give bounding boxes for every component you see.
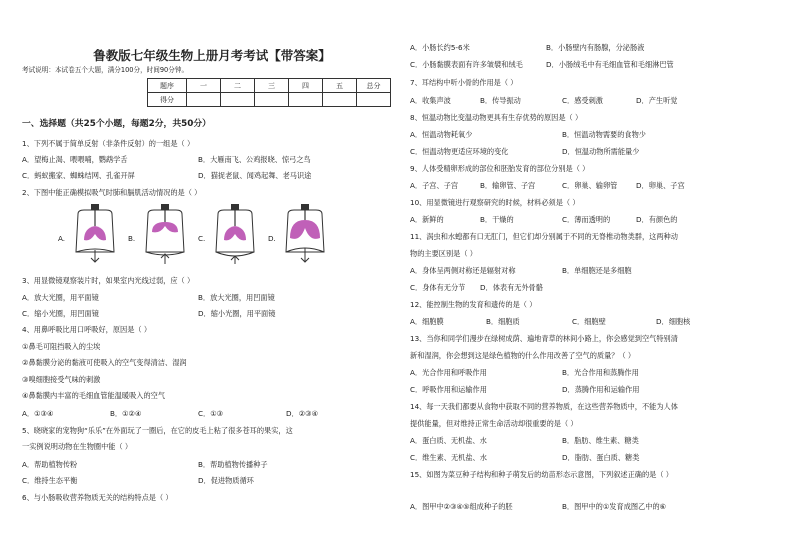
diagram-label-b: B.	[128, 234, 136, 243]
question-5-cont: 一实例说明动物在生物圈中能（ ）	[22, 442, 133, 451]
score-table-header-row	[148, 79, 391, 93]
question-8: 8、恒温动物比变温动物更具有生存优势的原因是（ ）	[410, 113, 583, 122]
statement-4-4: ④鼻黏膜内丰富的毛细血管能温暖吸入的空气	[22, 391, 166, 400]
question-3: 3、用显微镜观察装片时，如果室内光线过弱，应（ ）	[22, 276, 195, 285]
option-1c: C．蚂蚁搬家、蜘蛛结网、孔雀开屏	[22, 171, 135, 180]
option-8b: B．恒温动物需要的食物少	[562, 130, 646, 139]
option-4d: D．②③④	[286, 409, 319, 418]
score-cell	[187, 93, 221, 107]
option-14a: A．蛋白质、无机盐、水	[410, 436, 487, 445]
score-cell	[357, 93, 391, 107]
option-13a: A．光合作用和呼吸作用	[410, 368, 487, 377]
option-7b: B．传导振动	[480, 96, 521, 105]
option-4a: A．①③④	[22, 409, 54, 418]
option-1a: A．望梅止渴、喂喂哺，鹦鹉学舌	[22, 155, 128, 164]
option-5c: C．维持生态平衡	[22, 476, 78, 485]
option-9c: C．卵巢、输卵管	[562, 181, 618, 190]
score-cell: 五	[323, 79, 357, 93]
option-3b: B．放大光圈，用凹面镜	[198, 293, 275, 302]
score-cell: 三	[255, 79, 289, 93]
option-11a: A．身体呈两侧对称还是辐射对称	[410, 266, 516, 275]
diagram-label-a: A.	[58, 234, 66, 243]
option-3c: C．缩小光圈，用凹面镜	[22, 309, 99, 318]
statement-4-2: ②鼻黏膜分泌的黏液可使吸入的空气变得清洁、湿润	[22, 358, 187, 367]
section-heading: 一、选择题（共25个小题，每题2分，共50分）	[22, 119, 211, 129]
score-cell	[255, 93, 289, 107]
diagram-label-d: D.	[268, 234, 276, 243]
option-9a: A．子宫、子宫	[410, 181, 459, 190]
question-11-cont: 物的主要区别是（ ）	[410, 249, 477, 258]
option-8c: C．恒温动物更适应环境的变化	[410, 147, 509, 156]
option-6d: D．小肠绒毛中有毛细血管和毛细淋巴管	[546, 60, 674, 69]
option-3a: A．放大光圈，用平面镜	[22, 293, 99, 302]
option-1b: B．大雁南飞、公鸡报晓、惊弓之鸟	[198, 155, 311, 164]
option-10c: C．薄而透明的	[562, 215, 611, 224]
option-10b: B．干燥的	[480, 215, 514, 224]
question-12: 12、能控制生物的发育和遗传的是（ ）	[410, 300, 537, 309]
option-8a: A．恒温动物耗氧少	[410, 130, 473, 139]
option-12a: A．细胞膜	[410, 317, 444, 326]
score-cell	[323, 93, 357, 107]
option-14d: D．脂肪、蛋白质、糖类	[562, 453, 640, 462]
question-13: 13、当你和同学们漫步在绿树成荫、遍地青草的林间小路上，你会感觉到空气特别清	[410, 334, 678, 343]
option-15b: B．图甲中的①发育成图乙中的⑥	[562, 502, 667, 511]
option-5d: D．促进物质循环	[198, 476, 254, 485]
question-4: 4、用鼻呼吸比用口呼吸好，原因是（ ）	[22, 325, 152, 334]
option-10a: A．新鲜的	[410, 215, 444, 224]
option-8d: D．恒温动物所需能量少	[562, 147, 640, 156]
option-7c: C．感受刺激	[562, 96, 603, 105]
lung-jar-b	[140, 204, 190, 266]
option-11b: B．单细胞还是多细胞	[562, 266, 632, 275]
score-cell: 四	[289, 79, 323, 93]
option-10d: D．有颜色的	[636, 215, 678, 224]
option-11d: D．体表有无外骨骼	[480, 283, 544, 292]
exam-note: 考试说明：本试卷五个大题，满分100分，时间90分钟。	[22, 66, 189, 74]
option-12c: C．细胞壁	[572, 317, 606, 326]
score-cell: 得分	[148, 93, 187, 107]
option-7d: D．产生听觉	[636, 96, 678, 105]
option-9b: B．输卵管、子宫	[480, 181, 536, 190]
option-12d: D．细胞核	[656, 317, 691, 326]
option-4c: C．①③	[198, 409, 224, 418]
score-cell	[289, 93, 323, 107]
score-table	[147, 78, 391, 107]
option-13b: B．光合作用和蒸腾作用	[562, 368, 639, 377]
lung-jar-a	[70, 204, 120, 266]
question-7: 7、耳结构中听小骨的作用是（ ）	[410, 78, 518, 87]
option-12b: B．细胞质	[486, 317, 520, 326]
question-9: 9、人体受精卵形成的部位和胚胎发育的部位分别是（ ）	[410, 164, 590, 173]
option-15a: A．图甲中②③④⑤组成种子的胚	[410, 502, 513, 511]
option-6c: C．小肠黏膜表面有许多皱襞和绒毛	[410, 60, 523, 69]
statement-4-1: ①鼻毛可阻挡吸入的尘埃	[22, 342, 101, 351]
option-13c: C．呼吸作用和运输作用	[410, 385, 487, 394]
score-cell: 总分	[357, 79, 391, 93]
score-cell	[221, 93, 255, 107]
option-1d: D．猫捉老鼠、闻鸡起舞、老马识途	[198, 171, 312, 180]
question-14-cont: 提供能量，但对维持正常生命活动却很重要的是（ ）	[410, 419, 578, 428]
diagram-label-c: C.	[198, 234, 206, 243]
lung-jar-c	[210, 204, 260, 266]
option-14b: B．脂肪、维生素、糖类	[562, 436, 639, 445]
question-15: 15、如图为菜豆种子结构和种子萌发后的幼苗形态示意图，下列叙述正确的是（ ）	[410, 470, 673, 479]
option-6a: A．小肠长约5-6米	[410, 43, 470, 52]
question-13-cont: 新和湿润，你会想到这是绿色植物的什么作用改善了空气的质量？（ ）	[410, 351, 636, 360]
option-9d: D．卵巢、子宫	[636, 181, 685, 190]
question-2: 2、下图中能正确模拟吸气时肺和膈肌活动情况的是（ ）	[22, 188, 202, 197]
option-13d: D．蒸腾作用和运输作用	[562, 385, 640, 394]
question-1: 1、下列不属于简单反射（非条件反射）的一组是（ ）	[22, 139, 195, 148]
question-5: 5、晓晓家的宠物狗“乐乐”在外面玩了一圈后，在它的皮毛上粘了很多苍耳的果实，这	[22, 426, 293, 435]
question-14: 14、每一天我们都要从食物中获取不同的营养物质，在这些营养物质中，不能为人体	[410, 402, 678, 411]
document-title: 鲁教版七年级生物上册月考考试【带答案】	[93, 48, 331, 63]
question-6: 6、与小肠吸收营养物质无关的结构特点是（ ）	[22, 493, 173, 502]
option-11c: C．身体有无分节	[410, 283, 466, 292]
option-3d: D．缩小光圈，用平面镜	[198, 309, 276, 318]
option-5b: B．帮助植物传播种子	[198, 460, 268, 469]
option-7a: A．收集声波	[410, 96, 451, 105]
statement-4-3: ③嗅细胞接受气味的刺激	[22, 375, 101, 384]
option-6b: B．小肠壁内有肠腺，分泌肠液	[546, 43, 645, 52]
score-table-score-row	[148, 93, 391, 107]
option-14c: C．维生素、无机盐、水	[410, 453, 487, 462]
option-5a: A．帮助植物传粉	[22, 460, 78, 469]
question-11: 11、涡虫和水螅都有口无肛门，但它们却分别属于不同的无脊椎动物类群，这两种动	[410, 232, 678, 241]
option-4b: B．①②④	[110, 409, 142, 418]
lung-jar-d	[280, 204, 330, 266]
score-cell: 题序	[148, 79, 187, 93]
score-cell: 二	[221, 79, 255, 93]
score-cell: 一	[187, 79, 221, 93]
question-10: 10、用显微镜进行观察研究的时候，材料必须是（ ）	[410, 198, 580, 207]
